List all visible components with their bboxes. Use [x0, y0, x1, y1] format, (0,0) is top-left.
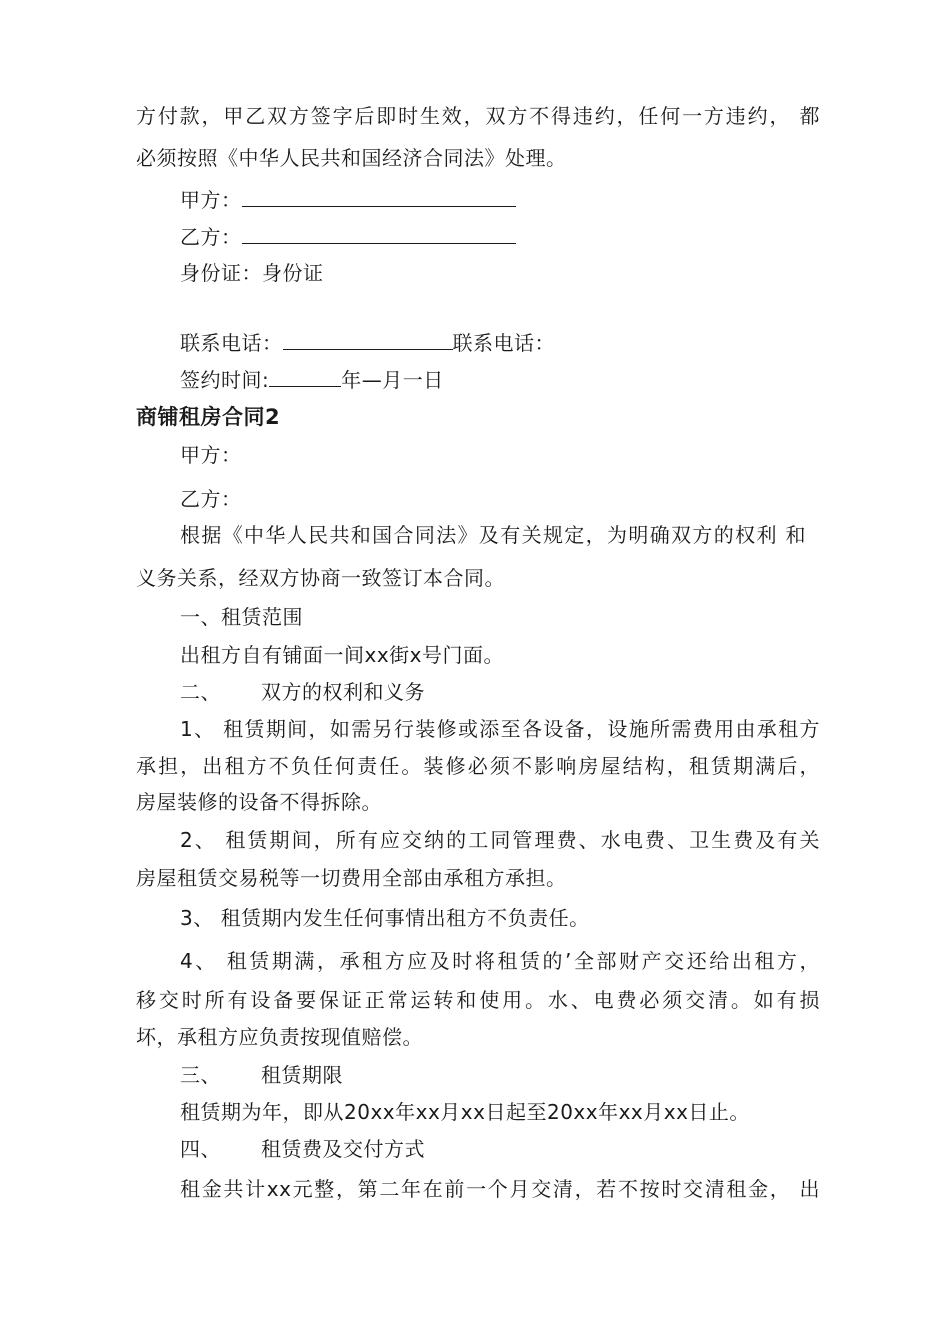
sign-time-blank — [269, 368, 341, 387]
sign-time-label: 签约时间: — [180, 368, 270, 392]
id-line: 身份证：身份证 — [180, 261, 324, 285]
paragraph-line: 房屋装修的设备不得拆除。 — [136, 790, 382, 814]
party-b-blank — [242, 225, 516, 244]
paragraph-line: 义务关系，经双方协商一致签订本合同。 — [136, 566, 505, 590]
clause-title: 租赁费及交付方式 — [261, 1137, 425, 1161]
paragraph-line: 4、 租赁期满，承租方应及时将租赁的’全部财产交还给出租方， — [180, 949, 820, 973]
party-b-label: 乙方： — [180, 487, 242, 511]
clause-number: 四、 — [180, 1137, 221, 1161]
party-b-label: 乙方： — [180, 225, 242, 249]
sign-time-suffix: 年—月一日 — [341, 368, 444, 392]
paragraph-line: 3、 租赁期内发生任何事情出租方不负责任。 — [180, 906, 590, 930]
section-heading: 商铺租房合同2 — [136, 405, 281, 429]
paragraph-line: 根据《中华人民共和国合同法》及有关规定，为明确双方的权利 和 — [180, 523, 806, 547]
paragraph-line: 承担，出租方不负任何责任。装修必须不影响房屋结构，租赁期满后， — [136, 754, 820, 778]
clause-number: 三、 — [180, 1063, 221, 1087]
paragraph-line: 2、 租赁期间，所有应交纳的工同管理费、水电费、卫生费及有关 — [180, 828, 820, 852]
paragraph-line: 房屋租赁交易税等一切费用全部由承租方承担。 — [136, 866, 567, 890]
clause-title: 租赁期限 — [261, 1063, 343, 1087]
paragraph-line: 必须按照《中华人民共和国经济合同法》处理。 — [136, 146, 567, 170]
clause-heading — [180, 1136, 425, 1162]
phone-label-a: 联系电话： — [180, 331, 283, 355]
paragraph-line: 移交时所有设备要保证正常运转和使用。水、电费必须交清。如有损 — [136, 988, 820, 1012]
party-a-signature-line — [180, 187, 516, 213]
party-b-signature-line — [180, 224, 516, 250]
party-a-blank — [242, 188, 516, 207]
party-a-label: 甲方： — [180, 188, 242, 212]
paragraph-line: 坏，承租方应负责按现值赔偿。 — [136, 1025, 423, 1049]
phone-line — [180, 330, 555, 356]
paragraph-line: 方付款，甲乙双方签字后即时生效，双方不得违约，任何一方违约， 都 — [136, 104, 820, 128]
sign-time-line — [180, 367, 444, 393]
clause-heading — [180, 679, 425, 705]
paragraph-line: 租赁期为年，即从20xx年xx月xx日起至20xx年xx月xx日止。 — [180, 1100, 750, 1124]
paragraph-line: 出租方自有铺面一间xx街x号门面。 — [180, 643, 505, 667]
paragraph-line: 租金共计xx元整，第二年在前一个月交清，若不按时交清租金， 出 — [180, 1177, 820, 1201]
paragraph-line: 1、 租赁期间，如需另行装修或添至各设备，设施所需费用由承租方 — [180, 717, 820, 741]
clause-title: 双方的权利和义务 — [261, 680, 425, 704]
clause-number: 二、 — [180, 680, 221, 704]
clause-heading: 一、租赁范围 — [180, 605, 303, 629]
clause-heading — [180, 1062, 343, 1088]
party-a-label: 甲方： — [180, 443, 242, 467]
phone-label-b: 联系电话： — [452, 331, 555, 355]
phone-blank-a — [283, 331, 453, 350]
